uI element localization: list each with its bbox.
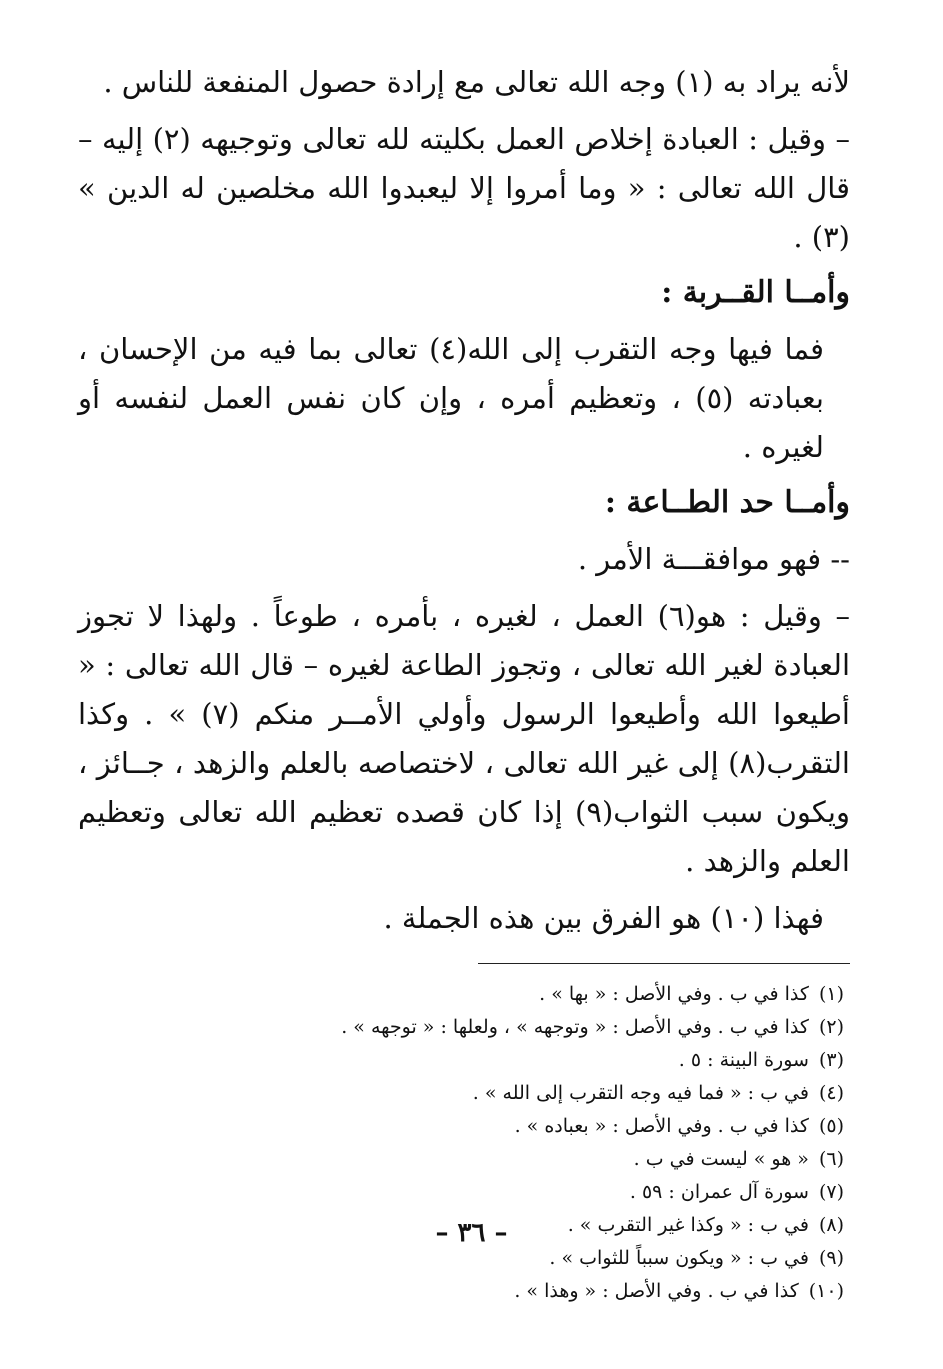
footnote-number: (٨) — [818, 1214, 844, 1236]
footnote-number: (٩) — [818, 1247, 844, 1269]
footnote-number: (٧) — [818, 1181, 844, 1203]
paragraph-4: -- فهو موافقـــة الأمر . — [577, 542, 850, 576]
footnote-text: كذا في ب . وفي الأصل : « بعباده » . — [514, 1115, 809, 1137]
footnote-number: (٣) — [818, 1049, 844, 1071]
paragraph-2: – وقيل : العبادة إخلاص العمل بكليته لله تعالى وتوجيهه (٢) إليه – قال الله تعالى : « وما أمروا إلا ليعبدوا الله مخلصين له الدين » (٣) . — [78, 122, 850, 254]
footnote-text: في ب : « وكذا غير التقرب » . — [567, 1214, 809, 1236]
footnote-text: في ب : « ويكون سبباً للثواب » . — [549, 1247, 809, 1269]
footnote-item — [78, 1275, 850, 1308]
footnote-item — [78, 1143, 850, 1176]
footnote-text: في ب : « فما فيه وجه التقرب إلى الله » . — [472, 1082, 809, 1104]
footnote-number: (٢) — [818, 1016, 844, 1038]
footnote-text: سورة البينة : ٥ . — [678, 1049, 809, 1071]
footnote-number: (١) — [818, 983, 844, 1005]
footnotes — [78, 978, 850, 1308]
footnote-text: كذا في ب . وفي الأصل : « بها » . — [539, 983, 809, 1005]
footnote-item — [78, 1176, 850, 1209]
footnote-number: (١٠) — [808, 1280, 844, 1302]
paragraph-6: فهذا (١٠) هو الفرق بين هذه الجملة . — [383, 901, 824, 935]
heading-taa: وأمــا حد الطــاعة : — [604, 485, 850, 520]
footnote-item — [78, 1044, 850, 1077]
main-text — [78, 58, 850, 943]
footnote-text: « هو » ليست في ب . — [633, 1148, 809, 1170]
page-number: – ٣٦ – — [435, 1218, 508, 1248]
footnote-number: (٤) — [818, 1082, 844, 1104]
footnote-text: سورة آل عمران : ٥٩ . — [629, 1181, 809, 1203]
paragraph-3: فما فيها وجه التقرب إلى الله(٤) تعالى بما فيه من الإحسان ، بعبادته (٥) ، وتعظيم أمره ، وإن كان نفس العمل لنفسه أو لغيره . — [78, 332, 825, 464]
footnote-number: (٦) — [818, 1148, 844, 1170]
footnote-item — [78, 978, 850, 1011]
footnote-divider — [478, 963, 850, 964]
paragraph-5: – وقيل : هو(٦) العمل ، لغيره ، بأمره ، طوعاً . ولهذا لا تجوز العبادة لغير الله تعالى ، وتجوز الطاعة لغيره – قال الله تعالى : « أطيعوا الله وأطيعوا الرسول وأولي الأمــر منكم (٧) » . وكذا التقرب(٨) إلى غير الله تعالى ، لاختصاصه بالعلم والزهد ، جــائز ، ويكون سبب الثواب(٩) إذا كان قصده تعظيم الله تعالى وتعظيم العلم والزهد . — [78, 599, 850, 878]
document-page — [78, 58, 850, 1308]
footnote-text: كذا في ب . وفي الأصل : « وهذا » . — [514, 1280, 799, 1302]
footnote-text: كذا في ب . وفي الأصل : « وتوجهه » ، ولعلها : « توجهه » . — [341, 1016, 809, 1038]
footnote-item — [78, 1011, 850, 1044]
footnote-item — [78, 1077, 850, 1110]
footnote-number: (٥) — [818, 1115, 844, 1137]
heading-qurba: وأمــا القــربة : — [661, 275, 850, 310]
footnote-item — [78, 1110, 850, 1143]
paragraph-1: لأنه يراد به (١) وجه الله تعالى مع إرادة حصول المنفعة للناس . — [103, 65, 850, 99]
